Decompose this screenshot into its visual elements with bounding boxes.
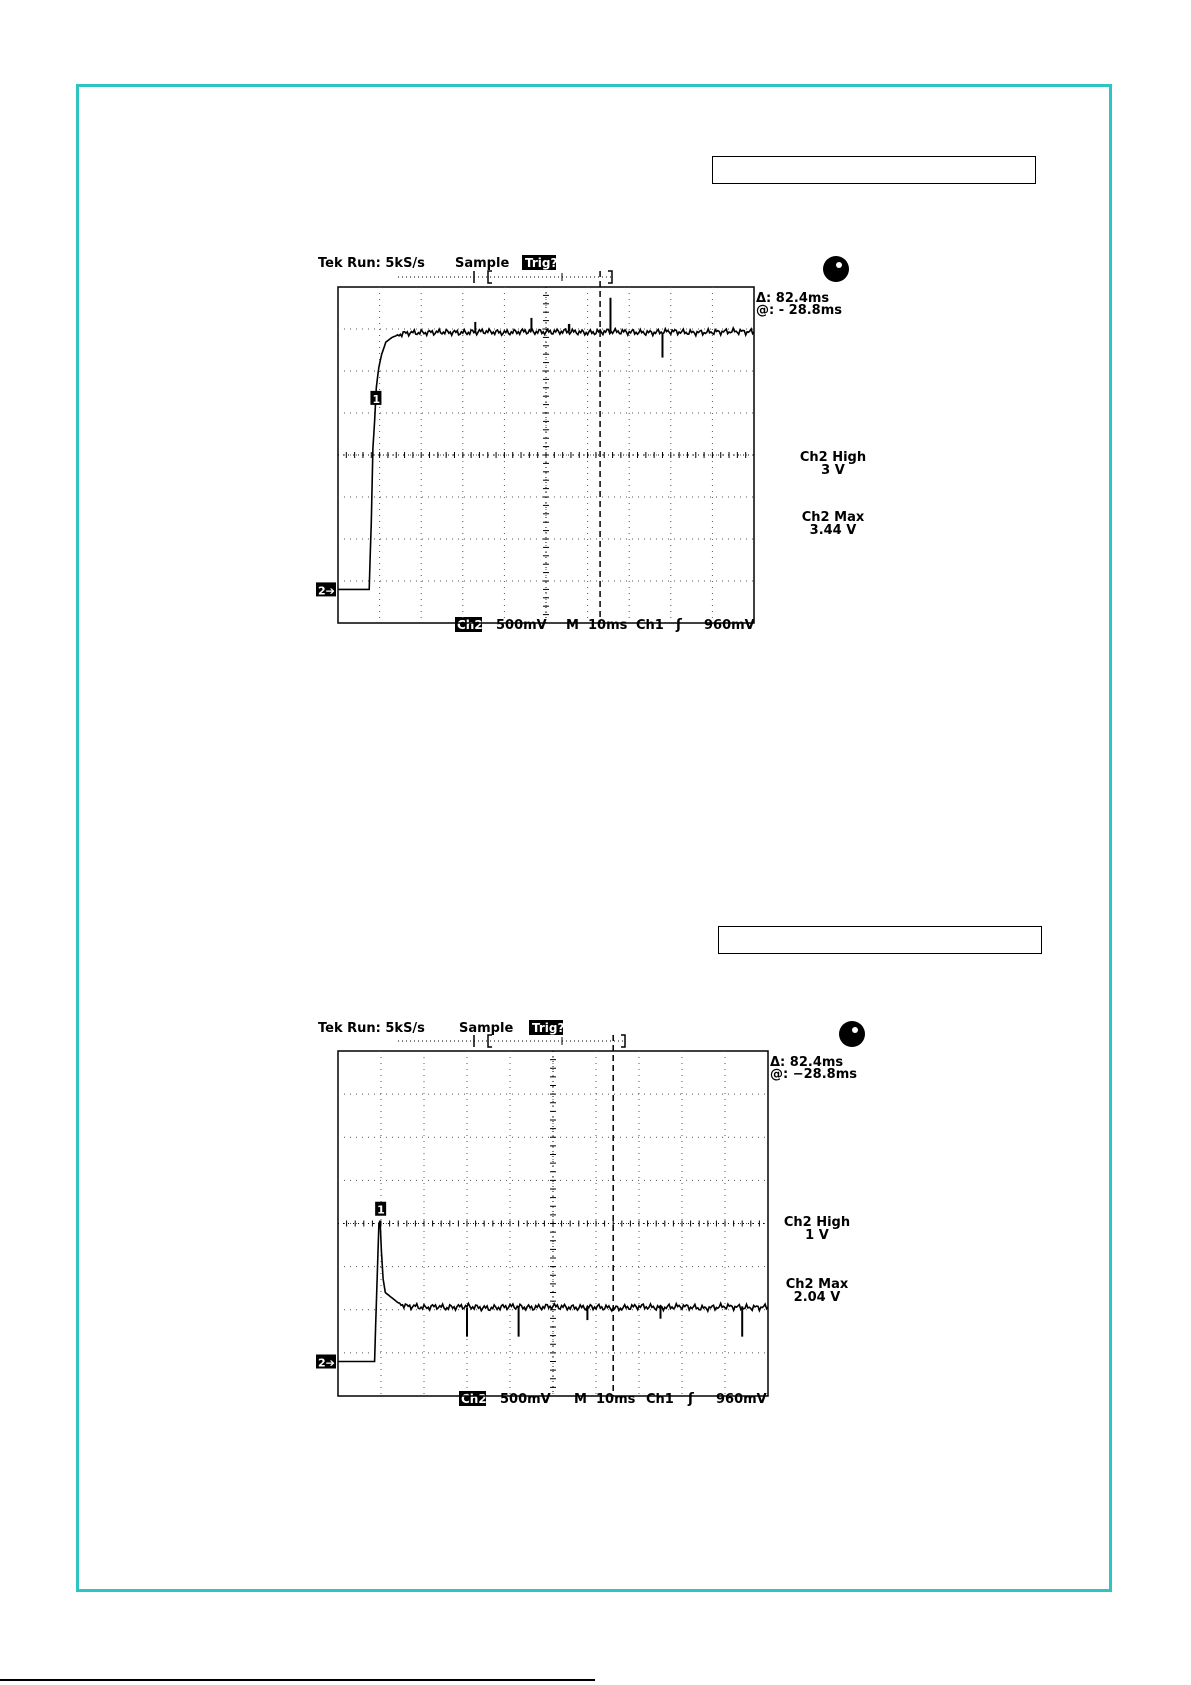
scope-1 xyxy=(318,255,866,633)
status-highlight xyxy=(836,262,842,268)
ground-marker-label: 2➔ xyxy=(318,1356,335,1370)
footer-channel: Ch2 xyxy=(457,618,483,632)
trigger-slope-icon: ʃ xyxy=(688,1391,694,1407)
acquisition-status-icon xyxy=(823,256,849,282)
page-bottom-rule xyxy=(0,1679,595,1681)
footer-channel: Ch2 xyxy=(461,1392,487,1406)
scope-header-trig: Trig? xyxy=(532,1021,565,1035)
footer-trigger-source: Ch1 xyxy=(646,1392,674,1407)
scope-header-run: Tek Run: 5kS/s xyxy=(318,256,425,271)
cursor-delta: Δ: 82.4ms xyxy=(770,1055,844,1070)
footer-trigger-source: Ch1 xyxy=(636,618,664,633)
acquisition-status-icon xyxy=(839,1021,865,1047)
measurement-value: 1 V xyxy=(805,1228,829,1243)
scope-header-mode: Sample xyxy=(455,256,510,271)
ground-marker-label: 2➔ xyxy=(318,584,335,598)
cursor-position: @: −28.8ms xyxy=(770,1067,857,1082)
measurement-label: Ch2 High xyxy=(799,450,867,465)
footer-volts-div: 500mV xyxy=(500,1392,551,1407)
footer-trigger-level: 960mV xyxy=(704,618,755,633)
footer-timebase: M 10ms xyxy=(566,618,628,633)
trigger-marker-label: 1 xyxy=(377,1203,385,1217)
measurement-value: 3 V xyxy=(821,463,845,478)
trigger-marker-label: 1 xyxy=(372,392,381,406)
scope-plot-2 xyxy=(316,1035,768,1396)
scope-plot-1 xyxy=(316,271,754,623)
measurement-label: Ch2 High xyxy=(783,1215,851,1230)
scope-2 xyxy=(318,1020,865,1407)
scope-header-trig: Trig? xyxy=(525,256,558,270)
measurement-value: 3.44 V xyxy=(809,523,857,538)
footer-trigger-level: 960mV xyxy=(716,1392,767,1407)
cursor-delta: Δ: 82.4ms xyxy=(756,291,830,306)
status-highlight xyxy=(852,1027,858,1033)
footer-timebase: M 10ms xyxy=(574,1392,636,1407)
measurement-label: Ch2 Max xyxy=(801,510,865,525)
scope-header-run: Tek Run: 5kS/s xyxy=(318,1021,425,1036)
footer-volts-div: 500mV xyxy=(496,618,547,633)
measurement-label: Ch2 Max xyxy=(785,1277,849,1292)
cursor-position: @: - 28.8ms xyxy=(756,303,843,318)
trigger-slope-icon: ʃ xyxy=(676,617,682,633)
measurement-value: 2.04 V xyxy=(793,1290,841,1305)
scope-header-mode: Sample xyxy=(459,1021,514,1036)
